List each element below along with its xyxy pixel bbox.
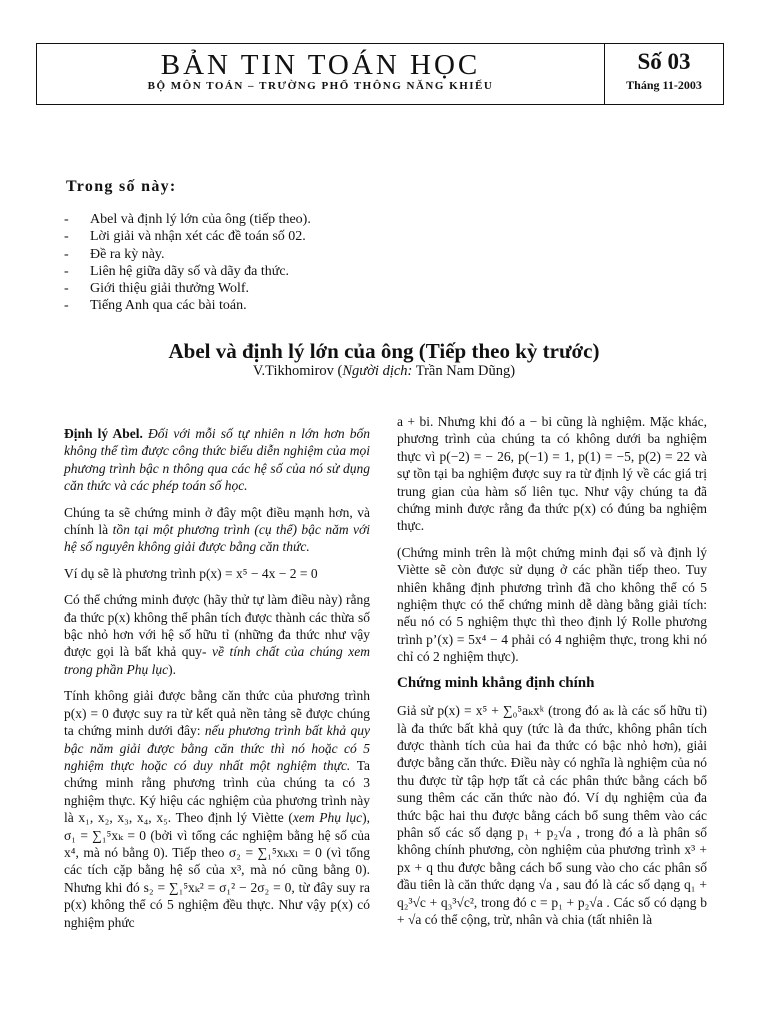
text: Ta chứng minh rằng phương trình của chúng ta có 3 nghiệm thực. Ký hiệu các nghiệm của phương trình này là x₁, x₂, x₃, x₄, x₅. Theo định lý Viètte ( [64,757,370,826]
theorem-text: Đối với mỗi số tự nhiên n lớn hơn bốn không thể tìm được công thức biểu diễn nghiệm của mọi phương trình bậc n thông qua các hệ số của nó sử dụng căn thức và các phép toán số học. [64,426,371,494]
paragraph: a + bi. Nhưng khi đó a − bi cũng là nghiệm. Mặc khác, phương trình của chúng ta có không dưới ba nghiệm thực vì p(−2) = − 26, p(−1) = 1, p(1) = −5, p(2) = 22 và sự tồn tại ba nghiệm được suy ra từ định lý về các giá trị trung gian của hàm số liên tục. Như vậy chúng ta đã chứng minh được rằng đa thức p(x) có đúng ba nghiệm thực. [397,414,707,534]
bulletin-title: BẢN TIN TOÁN HỌC [160,49,481,81]
translator-label: Người dịch: [342,363,413,379]
text-italic: tồn tại một phương trình (cụ thể) bậc năm với hệ số nguyên không giải được bằng căn thức. [64,522,370,555]
toc-item: - Abel và định lý lớn của ông (tiếp theo). [64,212,311,227]
text: Tính không giải được bằng căn thức của phương trình p(x) = 0 được suy ra từ kết quả nền tảng sẽ được chúng ta chứng minh dưới đây: [64,688,370,739]
toc-item-label: Giới thiệu giải thưởng Wolf. [90,281,250,297]
article-title: Abel và định lý lớn của ông (Tiếp theo kỳ trước) [168,339,600,363]
toc-item: - Tiếng Anh qua các bài toán. [64,298,247,314]
theorem-label: Định lý Abel. [64,426,143,441]
toc-heading: Trong số này: [66,178,177,195]
paragraph [64,504,370,556]
issue-date: Tháng 11-2003 [626,78,702,92]
paragraph [64,687,370,931]
toc-item-label: Đề ra kỳ này. [90,246,165,262]
toc-item: - Giới thiệu giải thưởng Wolf. [64,281,250,297]
bulletin-header [36,43,724,105]
text: ), σ₁ = ∑₁⁵xₖ = 0 (bởi vì tổng các nghiệm bằng hệ số của x⁴, mà nó bằng 0). Tiếp theo σ₂ = ∑₁⁵xₖxₗ = 0 (vì tổng các tích cặp bằng hệ số của x³, mà nó cũng bằng 0). Nhưng khi đó s₂ = ∑₁⁵xₖ² = σ₁² − 2σ₂ = 0, từ đây suy ra p(x) không thể có 5 nghiệm đều thực. Như vậy p(x) có nghiệm phức [64,810,370,930]
toc-item-label: Abel và định lý lớn của ông (tiếp theo). [90,212,311,227]
toc-item: - Liên hệ giữa dãy số và dãy đa thức. [64,263,290,279]
section-heading: Chứng minh khẳng định chính [397,674,595,691]
bulletin-subtitle: BỘ MÔN TOÁN – TRƯỜNG PHỔ THÔNG NĂNG KHIẾU [147,80,494,92]
paragraph [64,591,370,678]
toc-item-label: Lời giải và nhận xét các đề toán số 02. [90,229,306,245]
author-name: V.Tikhomirov ( [252,363,343,379]
theorem-paragraph [64,425,370,495]
toc-list [64,211,584,315]
text-italic: nếu phương trình bất khả quy bậc năm giải được bằng căn thức thì nó hoặc có 5 nghiệm thực hoặc có duy nhất một nghiệm thực. [64,723,370,773]
header-title-block [37,44,605,104]
left-column [64,425,370,940]
toc-item: - Lời giải và nhận xét các đề toán số 02. [64,229,306,245]
translator-name: Trần Nam Dũng) [412,363,516,379]
header-issue-block [605,44,723,104]
toc-item-label: Liên hệ giữa dãy số và dãy đa thức. [90,263,290,279]
paragraph: (Chứng minh trên là một chứng minh đại số và định lý Viètte sẽ còn được sử dụng ở các phần tiếp theo. Tuy nhiên khẳng định phương trình đã cho không thể có 5 nghiệm thực có thể chứng minh dễ dàng bằng giải tích: nếu nó có 5 nghiệm thực thì theo định lý Rolle phương trình p’(x) = 5x⁴ − 4 phải có 4 nghiệm thực, trong khi nó chỉ có 2 nghiệm thực). [397,544,707,665]
text-italic: xem Phụ lục [292,810,363,826]
article-author [0,363,768,380]
toc-item-label: Tiếng Anh qua các bài toán. [90,298,247,314]
text-italic: về tính chất của chúng xem trong phần Phụ lục [64,644,371,677]
text: ). [168,661,176,677]
right-column [397,413,707,937]
example-equation: Ví dụ sẽ là phương trình p(x) = x⁵ − 4x − 2 = 0 [64,565,318,581]
paragraph: Giả sử p(x) = x⁵ + ∑₀⁵aₖxᵏ (trong đó aₖ là các số hữu tỉ) là đa thức bất khả quy (tức là đa thức, không phân tích được thành tích của hai đa thức có bậc nhỏ hơn), giải được bằng căn thức. Điều này có nghĩa là nghiệm của nó thu được từ tập hợp tất cả các phân thức bằng cách bổ sung thêm các căn thức nào đó. Ví dụ nghiệm của đa thức bậc hai thu được bằng cách bổ sung thêm vào các phân số các số dạng p₁ + p₂√a , trong đó a là phân số không chính phương, còn nghiệm của phương trình x³ + px + q thu được bằng cách bổ sung vào cho các phân số đầu tiên là căn thức dạng √a , sau đó là các số dạng q₁ + q₂³√c + q₃³√c², trong đó c = p₁ + p₂√a . Các số có dạng b + √a có thể cộng, trừ, nhân và chia (tất nhiên là [397,703,707,927]
text: Chúng ta sẽ chứng minh ở đây một điều mạnh hơn, và chính là [64,504,370,538]
toc-item: - Đề ra kỳ này. [64,246,165,262]
issue-number: Số 03 [637,49,691,74]
text: Có thể chứng minh được (hãy thử tự làm điều này) rằng đa thức p(x) không thể phân tích được thành các thừa số bậc nhỏ hơn với hệ số hữu tỉ (những đa thức như vậy được gọi là bất khả quy- [64,592,370,660]
